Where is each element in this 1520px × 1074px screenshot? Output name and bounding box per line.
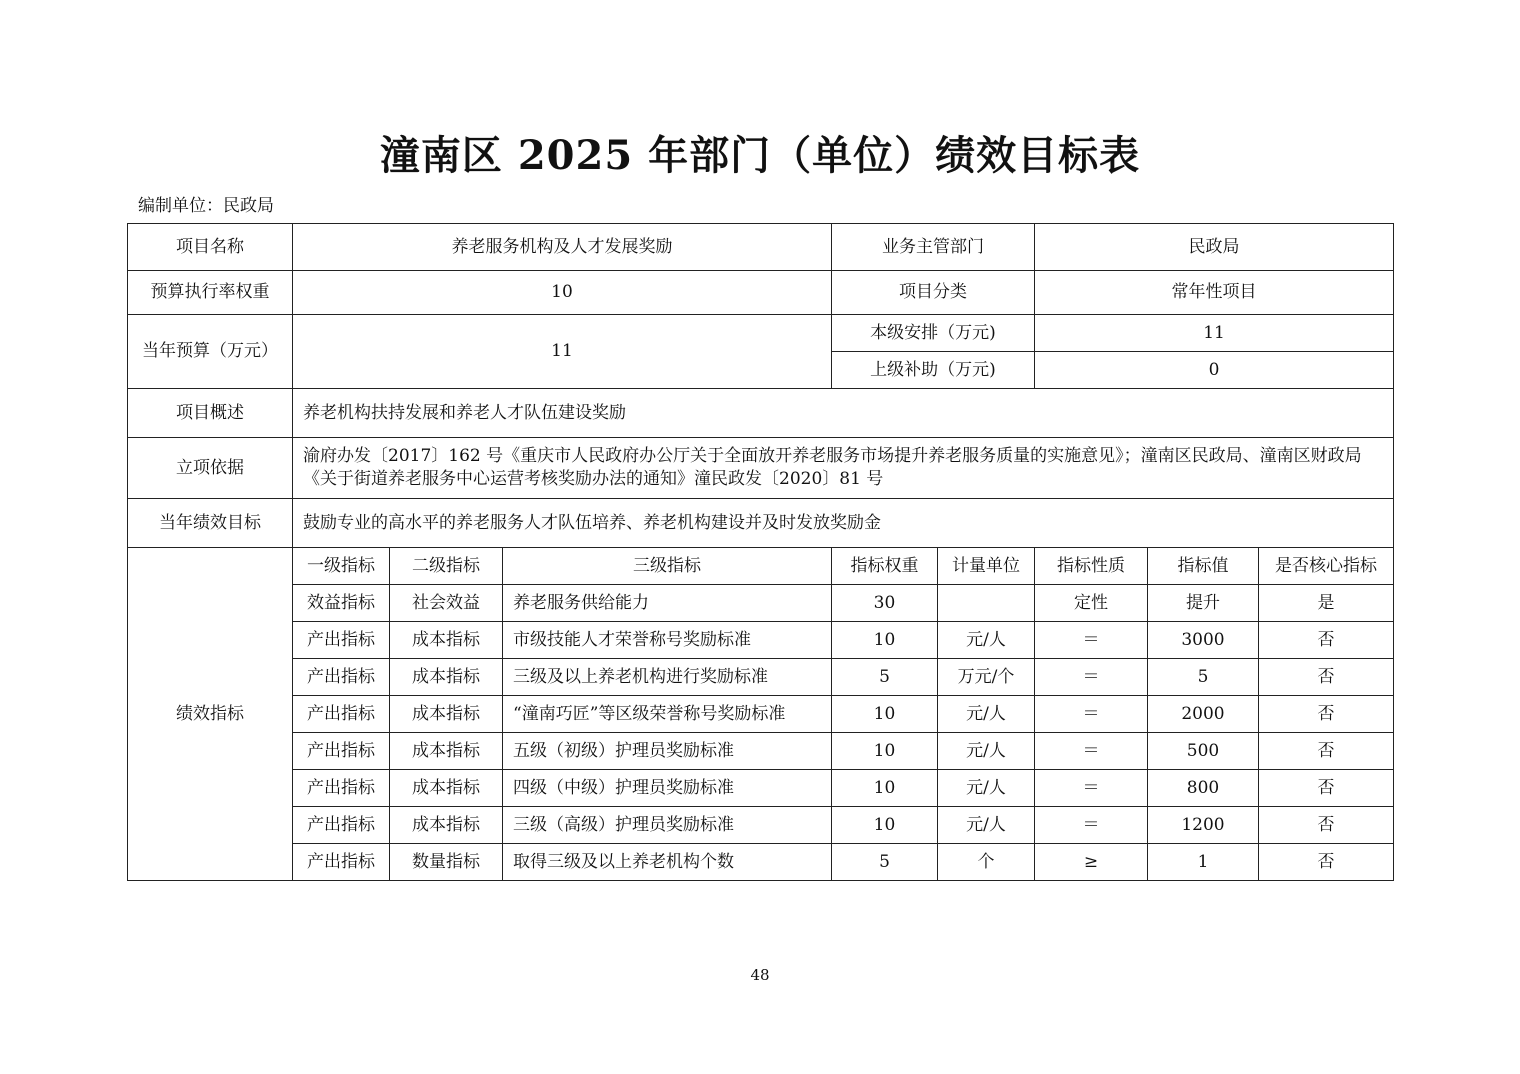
table-row [128, 770, 1394, 807]
goal-label: 当年绩效目标 [128, 499, 293, 548]
indicator-cell: 3000 [1148, 622, 1259, 659]
indicator-cell: 成本指标 [390, 733, 503, 770]
indicator-cell: 三级及以上养老机构进行奖励标准 [503, 659, 832, 696]
indicator-cell: 否 [1259, 622, 1394, 659]
table-row [128, 659, 1394, 696]
indicator-cell: 产出指标 [293, 622, 390, 659]
project-name-value: 养老服务机构及人才发展奖励 [293, 224, 832, 271]
indicator-cell: 元/人 [938, 770, 1035, 807]
indicator-header-cell: 计量单位 [938, 548, 1035, 585]
indicator-cell: 定性 [1035, 585, 1148, 622]
indicator-cell: 2000 [1148, 696, 1259, 733]
indicator-cell: 成本指标 [390, 770, 503, 807]
indicator-cell: 社会效益 [390, 585, 503, 622]
indicator-cell: 养老服务供给能力 [503, 585, 832, 622]
indicator-cell: 产出指标 [293, 733, 390, 770]
indicator-cell: 四级（中级）护理员奖励标准 [503, 770, 832, 807]
budget-value: 11 [293, 315, 832, 389]
indicator-cell: 产出指标 [293, 659, 390, 696]
indicator-cell: 否 [1259, 659, 1394, 696]
indicator-cell: 否 [1259, 733, 1394, 770]
indicator-cell: 元/人 [938, 807, 1035, 844]
indicator-cell: 1 [1148, 844, 1259, 881]
row-basis [128, 438, 1394, 499]
indicator-cell: 500 [1148, 733, 1259, 770]
table-row [128, 807, 1394, 844]
indicator-cell: 30 [832, 585, 938, 622]
indicator-cell: 五级（初级）护理员奖励标准 [503, 733, 832, 770]
overview-label: 项目概述 [128, 389, 293, 438]
indicator-cell: 800 [1148, 770, 1259, 807]
indicator-cell: 万元/个 [938, 659, 1035, 696]
indicator-cell: 成本指标 [390, 807, 503, 844]
indicator-cell: 否 [1259, 844, 1394, 881]
indicator-cell: ＝ [1035, 696, 1148, 733]
indicator-cell: 10 [832, 807, 938, 844]
project-name-label: 项目名称 [128, 224, 293, 271]
indicator-header-cell: 一级指标 [293, 548, 390, 585]
indicator-cell: ＝ [1035, 770, 1148, 807]
indicator-cell: 否 [1259, 770, 1394, 807]
page-title: 潼南区 2025 年部门（单位）绩效目标表 [379, 132, 1141, 179]
table-row [128, 696, 1394, 733]
indicator-cell: ＝ [1035, 659, 1148, 696]
table-row [128, 585, 1394, 622]
indicator-cell: 10 [832, 622, 938, 659]
indicator-cell: 取得三级及以上养老机构个数 [503, 844, 832, 881]
category-label: 项目分类 [832, 271, 1035, 315]
goal-value: 鼓励专业的高水平的养老服务人才队伍培养、养老机构建设并及时发放奖励金 [293, 499, 1394, 548]
indicator-cell: 10 [832, 770, 938, 807]
indicator-cell: 产出指标 [293, 696, 390, 733]
row-budget [128, 315, 1394, 352]
indicator-cell: 成本指标 [390, 622, 503, 659]
indicator-cell: 10 [832, 733, 938, 770]
indicator-header-cell: 二级指标 [390, 548, 503, 585]
basis-value: 渝府办发〔2017〕162 号《重庆市人民政府办公厅关于全面放开养老服务市场提升养老服务质量的实施意见》；潼南区民政局、潼南区财政局《关于街道养老服务中心运营考核奖励办法的通知》潼民政发〔2020〕81 号 [293, 438, 1394, 499]
row-weight [128, 271, 1394, 315]
weight-label: 预算执行率权重 [128, 271, 293, 315]
basis-label: 立项依据 [128, 438, 293, 499]
indicator-cell: 元/人 [938, 696, 1035, 733]
indicator-cell: 个 [938, 844, 1035, 881]
page-number: 48 [750, 966, 770, 984]
indicator-cell: ＝ [1035, 807, 1148, 844]
row-goal [128, 499, 1394, 548]
indicator-header-cell: 是否核心指标 [1259, 548, 1394, 585]
indicator-cell: 提升 [1148, 585, 1259, 622]
indicator-cell: “潼南巧匠”等区级荣誉称号奖励标准 [503, 696, 832, 733]
indicator-cell: 三级（高级）护理员奖励标准 [503, 807, 832, 844]
indicator-cell: 5 [1148, 659, 1259, 696]
indicator-cell: 数量指标 [390, 844, 503, 881]
weight-value: 10 [293, 271, 832, 315]
indicator-cell [938, 585, 1035, 622]
indicator-cell: ≥ [1035, 844, 1148, 881]
indicator-cell: 元/人 [938, 622, 1035, 659]
indicator-cell: 1200 [1148, 807, 1259, 844]
indicator-cell: 元/人 [938, 733, 1035, 770]
indicator-header-cell: 指标性质 [1035, 548, 1148, 585]
dept-label: 业务主管部门 [832, 224, 1035, 271]
indicator-header-cell: 指标值 [1148, 548, 1259, 585]
indicator-cell: 5 [832, 844, 938, 881]
indicator-cell: 产出指标 [293, 844, 390, 881]
indicator-cell: 效益指标 [293, 585, 390, 622]
local-value: 11 [1035, 315, 1394, 352]
upper-value: 0 [1035, 352, 1394, 389]
category-value: 常年性项目 [1035, 271, 1394, 315]
dept-value: 民政局 [1035, 224, 1394, 271]
table-row [128, 622, 1394, 659]
indicator-cell: 是 [1259, 585, 1394, 622]
indicator-cell: 成本指标 [390, 696, 503, 733]
indicator-cell: 否 [1259, 807, 1394, 844]
local-label: 本级安排（万元) [832, 315, 1035, 352]
table-row [128, 844, 1394, 881]
indicator-cell: 10 [832, 696, 938, 733]
indicator-header-cell: 三级指标 [503, 548, 832, 585]
indicator-cell: 产出指标 [293, 770, 390, 807]
table-row [128, 733, 1394, 770]
performance-table [127, 223, 1394, 881]
row-project-name [128, 224, 1394, 271]
indicator-cell: 5 [832, 659, 938, 696]
indicator-header-row [128, 548, 1394, 585]
indicator-cell: ＝ [1035, 733, 1148, 770]
indicator-cell: 成本指标 [390, 659, 503, 696]
row-overview [128, 389, 1394, 438]
indicator-cell: ＝ [1035, 622, 1148, 659]
indicator-cell: 产出指标 [293, 807, 390, 844]
budget-label: 当年预算（万元） [128, 315, 293, 389]
indicator-header-cell: 指标权重 [832, 548, 938, 585]
indicator-section-label: 绩效指标 [128, 548, 293, 881]
upper-label: 上级补助（万元) [832, 352, 1035, 389]
indicator-cell: 否 [1259, 696, 1394, 733]
indicator-cell: 市级技能人才荣誉称号奖励标准 [503, 622, 832, 659]
compiling-unit: 编制单位：民政局 [138, 196, 274, 216]
overview-value: 养老机构扶持发展和养老人才队伍建设奖励 [293, 389, 1394, 438]
